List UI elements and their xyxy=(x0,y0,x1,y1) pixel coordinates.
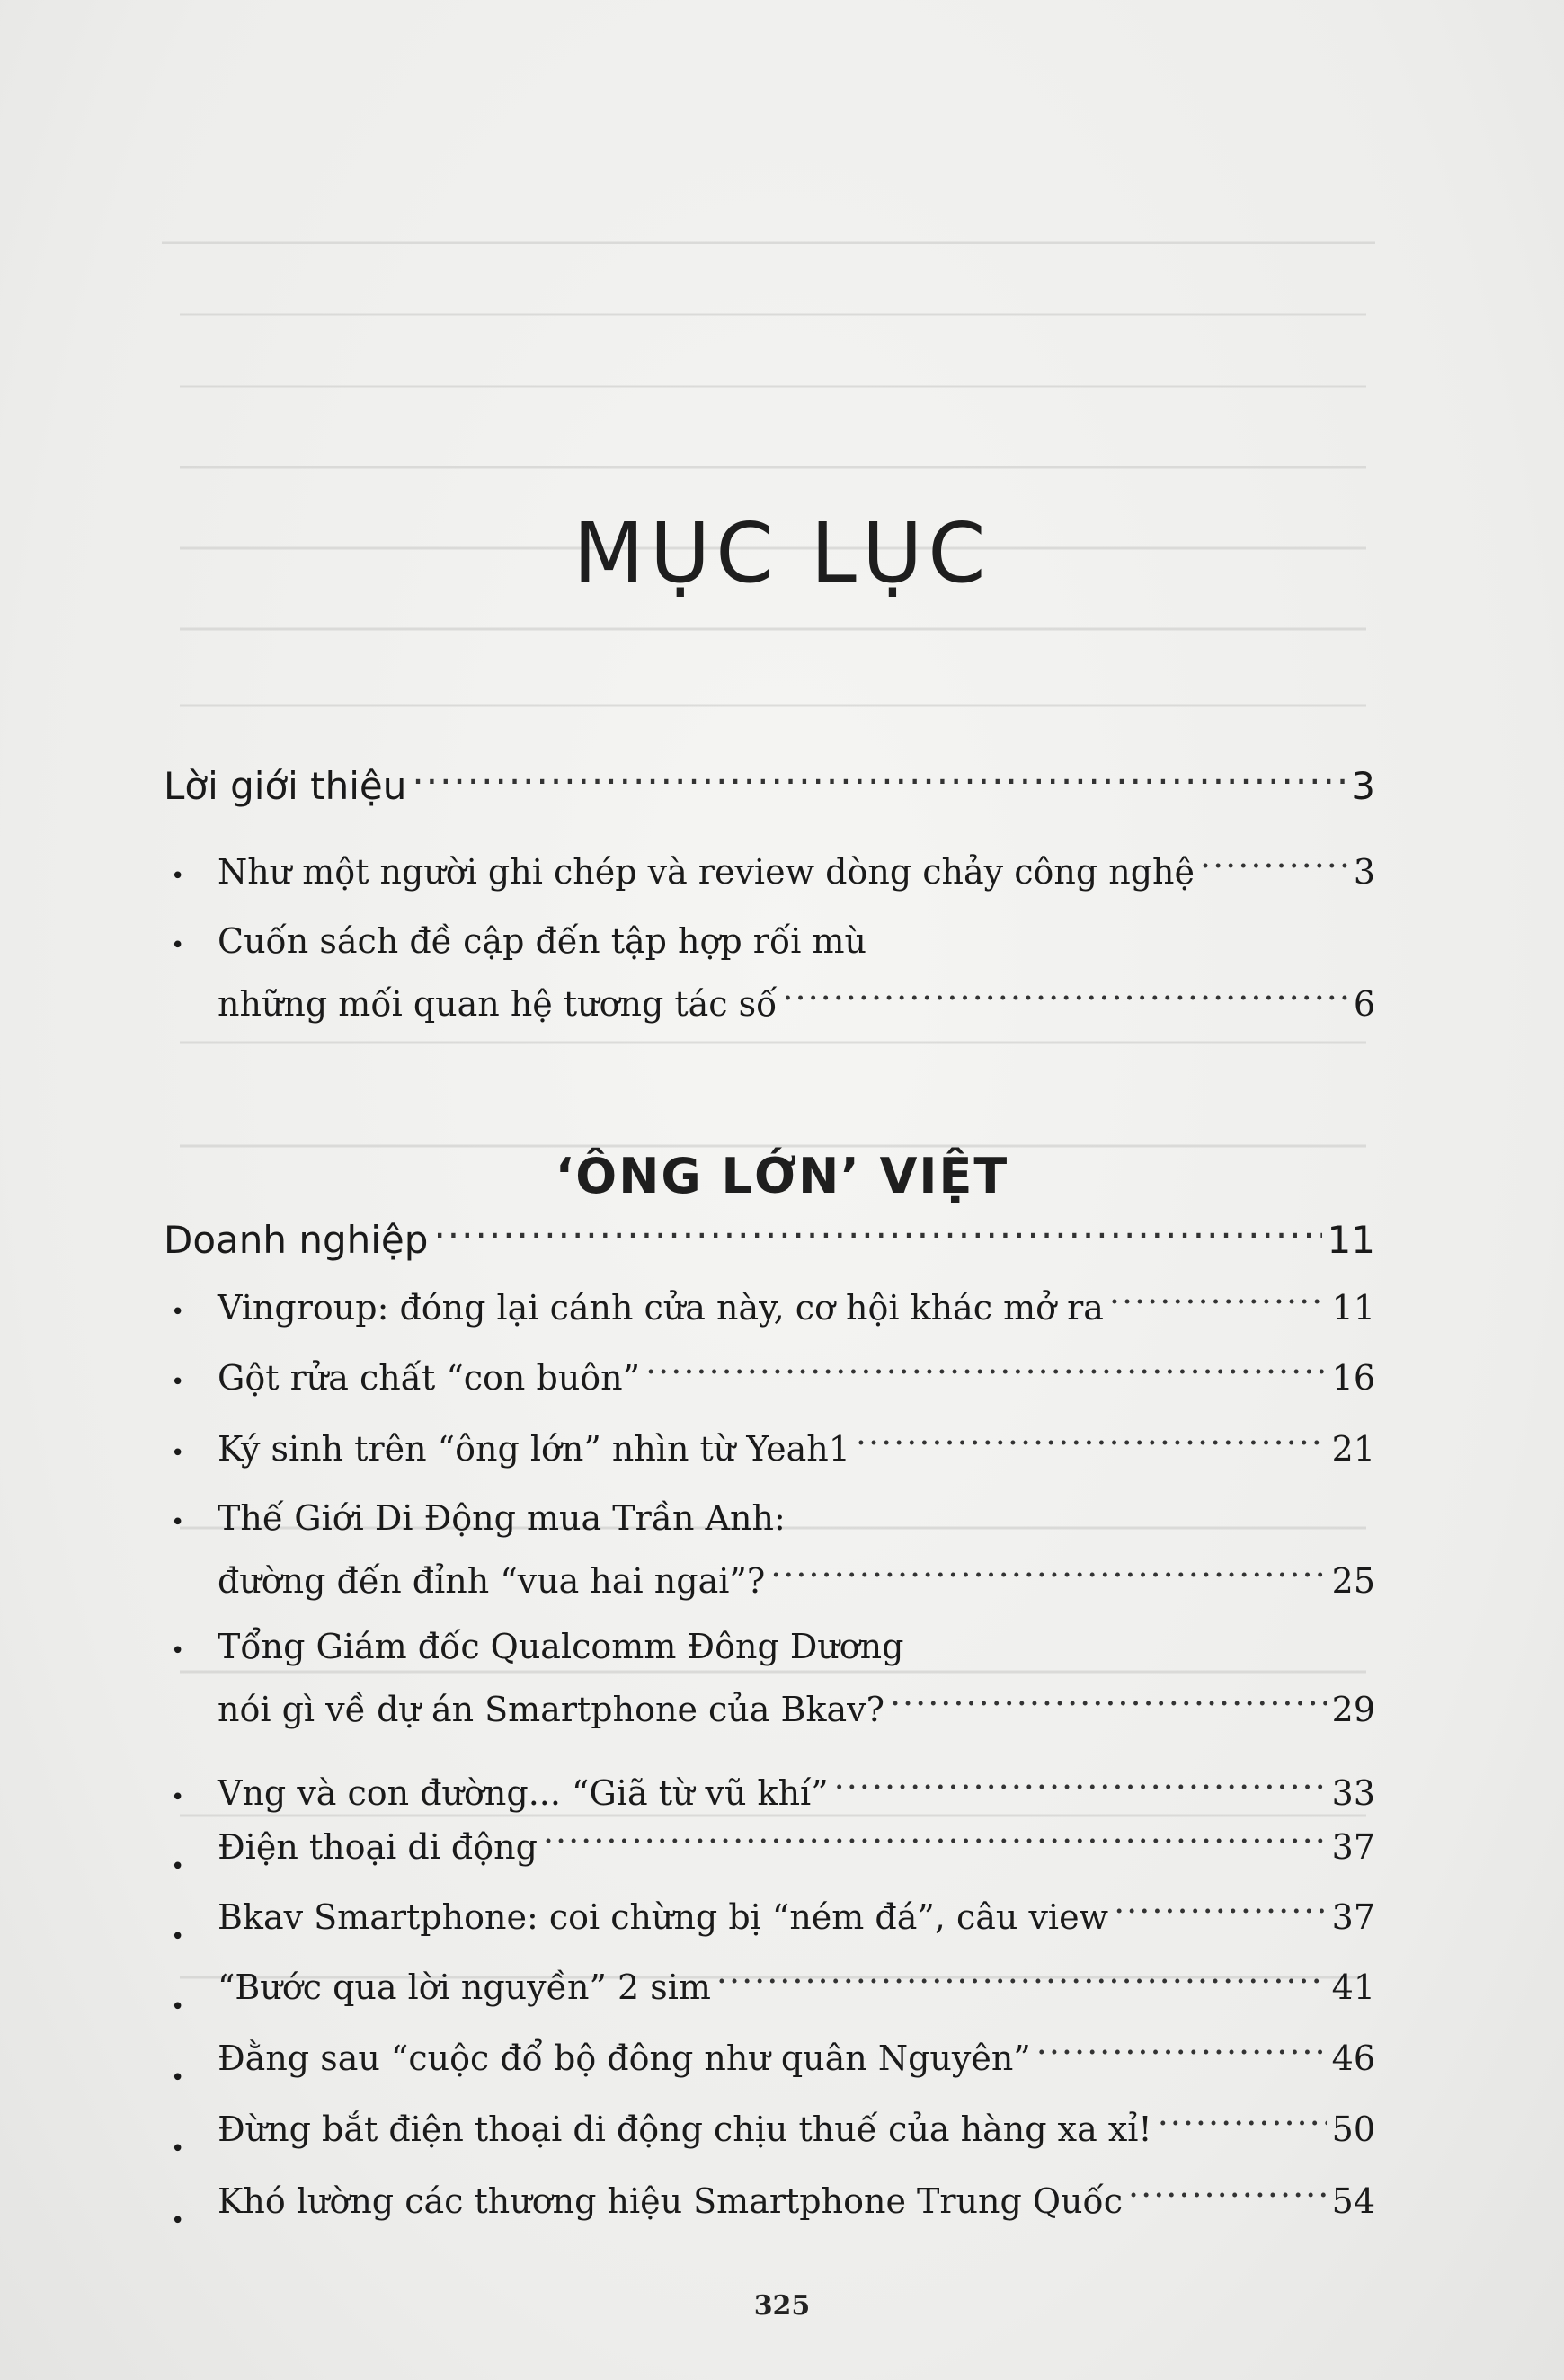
toc-label: Như một người ghi chép và review dòng chảy công nghệ xyxy=(218,852,1195,892)
toc-page-number: 54 xyxy=(1331,2181,1375,2221)
page-title: MỤC LỤC xyxy=(573,504,991,601)
leader-dots xyxy=(1109,1285,1327,1319)
bullet-icon: • xyxy=(171,1784,185,1811)
toc-label: Đừng bắt điện thoại di động chịu thuế của hàng xa xỉ! xyxy=(218,2109,1152,2149)
toc-group-phones[interactable] xyxy=(164,1816,1375,1878)
toc-item[interactable] xyxy=(164,2170,1375,2233)
toc-page-number: 21 xyxy=(1331,1429,1375,1469)
leader-dots xyxy=(1036,2036,1327,2070)
bullet-icon: • xyxy=(171,1994,185,2020)
toc-label: những mối quan hệ tương tác số xyxy=(218,984,778,1024)
toc-label-line1: Tổng Giám đốc Qualcomm Đông Dương xyxy=(218,1627,904,1666)
leader-dots xyxy=(433,1215,1321,1253)
bullet-icon: • xyxy=(171,932,185,959)
bullet-icon: • xyxy=(171,1923,185,1950)
toc-page-number: 11 xyxy=(1327,1218,1375,1262)
toc-label: Vng và con đường... “Giã từ vũ khí” xyxy=(218,1773,829,1813)
toc-item[interactable] xyxy=(164,1886,1375,1949)
leader-dots xyxy=(1200,849,1348,884)
leader-dots xyxy=(834,1771,1327,1805)
toc-item[interactable] xyxy=(164,1417,1375,1480)
bullet-icon: • xyxy=(171,1638,185,1665)
toc-label: nói gì về dự án Smartphone của Bkav? xyxy=(218,1690,884,1729)
leader-dots xyxy=(1128,2179,1327,2213)
toc-page-number: 41 xyxy=(1331,1967,1375,2007)
toc-page-number: 16 xyxy=(1331,1358,1375,1398)
toc-page-number: 6 xyxy=(1353,984,1375,1024)
toc-item[interactable] xyxy=(164,1956,1375,2019)
toc-label: đường đến đỉnh “vua hai ngai”? xyxy=(218,1561,766,1601)
leader-dots xyxy=(782,981,1347,1016)
toc-label: Gột rửa chất “con buôn” xyxy=(218,1358,641,1398)
toc-page-number: 25 xyxy=(1331,1561,1375,1601)
leader-dots xyxy=(770,1559,1326,1593)
page-number: 325 xyxy=(753,2290,811,2322)
leader-dots xyxy=(543,1825,1327,1859)
toc-page-number: 37 xyxy=(1331,1897,1375,1937)
toc-label-line1: Cuốn sách đề cập đến tập hợp rối mù xyxy=(218,921,866,961)
bullet-icon: • xyxy=(171,2065,185,2091)
leader-dots xyxy=(645,1355,1327,1390)
leader-dots xyxy=(1158,2107,1327,2141)
toc-item[interactable] xyxy=(164,840,1375,903)
bullet-icon: • xyxy=(171,1440,185,1467)
toc-label: Khó lường các thương hiệu Smartphone Trung Quốc xyxy=(218,2181,1124,2221)
toc-page-number: 37 xyxy=(1331,1827,1375,1867)
toc-label: Lời giới thiệu xyxy=(164,764,407,808)
toc-item[interactable] xyxy=(164,1487,1375,1612)
bullet-icon: • xyxy=(171,1299,185,1326)
toc-label: “Bước qua lời nguyền” 2 sim xyxy=(218,1967,711,2007)
leader-dots xyxy=(412,761,1346,799)
toc-page-number: 3 xyxy=(1351,764,1375,808)
toc-group-business[interactable] xyxy=(164,1209,1375,1272)
bullet-icon: • xyxy=(171,1509,185,1536)
toc-label: Bkav Smartphone: coi chừng bị “ném đá”, câu view xyxy=(218,1897,1109,1937)
bullet-icon: • xyxy=(171,2207,185,2234)
toc-label: Doanh nghiệp xyxy=(164,1218,429,1262)
toc-item[interactable] xyxy=(164,2027,1375,2090)
toc-page-number: 11 xyxy=(1331,1288,1375,1328)
toc-item[interactable] xyxy=(164,2098,1375,2161)
leader-dots xyxy=(890,1687,1327,1721)
toc-label: Vingroup: đóng lại cánh cửa này, cơ hội khác mở ra xyxy=(218,1288,1104,1328)
toc-item[interactable] xyxy=(164,910,1375,1035)
toc-page-number: 46 xyxy=(1331,2038,1375,2078)
toc-group-intro[interactable] xyxy=(164,755,1375,818)
toc-label: Ký sinh trên “ông lớn” nhìn từ Yeah1 xyxy=(218,1429,850,1469)
toc-item[interactable] xyxy=(164,1276,1375,1339)
toc-page-number: 50 xyxy=(1331,2109,1375,2149)
section-title: ‘ÔNG LỚN’ VIỆT xyxy=(555,1147,1009,1204)
toc-label-line1: Thế Giới Di Động mua Trần Anh: xyxy=(218,1498,786,1538)
toc-label: Điện thoại di động xyxy=(218,1827,538,1867)
bullet-icon: • xyxy=(171,1369,185,1396)
bullet-icon: • xyxy=(171,863,185,890)
bullet-icon: • xyxy=(171,1853,185,1880)
toc-label: Đằng sau “cuộc đổ bộ đông như quân Nguyên” xyxy=(218,2038,1031,2078)
toc-page-number: 3 xyxy=(1353,852,1375,892)
leader-dots xyxy=(1114,1895,1327,1929)
toc-item[interactable] xyxy=(164,1615,1375,1741)
toc-page-number: 29 xyxy=(1331,1690,1375,1729)
toc-page-number: 33 xyxy=(1331,1773,1375,1813)
leader-dots xyxy=(856,1426,1327,1461)
leader-dots xyxy=(716,1965,1327,1999)
toc-item[interactable] xyxy=(164,1346,1375,1409)
bullet-icon: • xyxy=(171,2136,185,2162)
